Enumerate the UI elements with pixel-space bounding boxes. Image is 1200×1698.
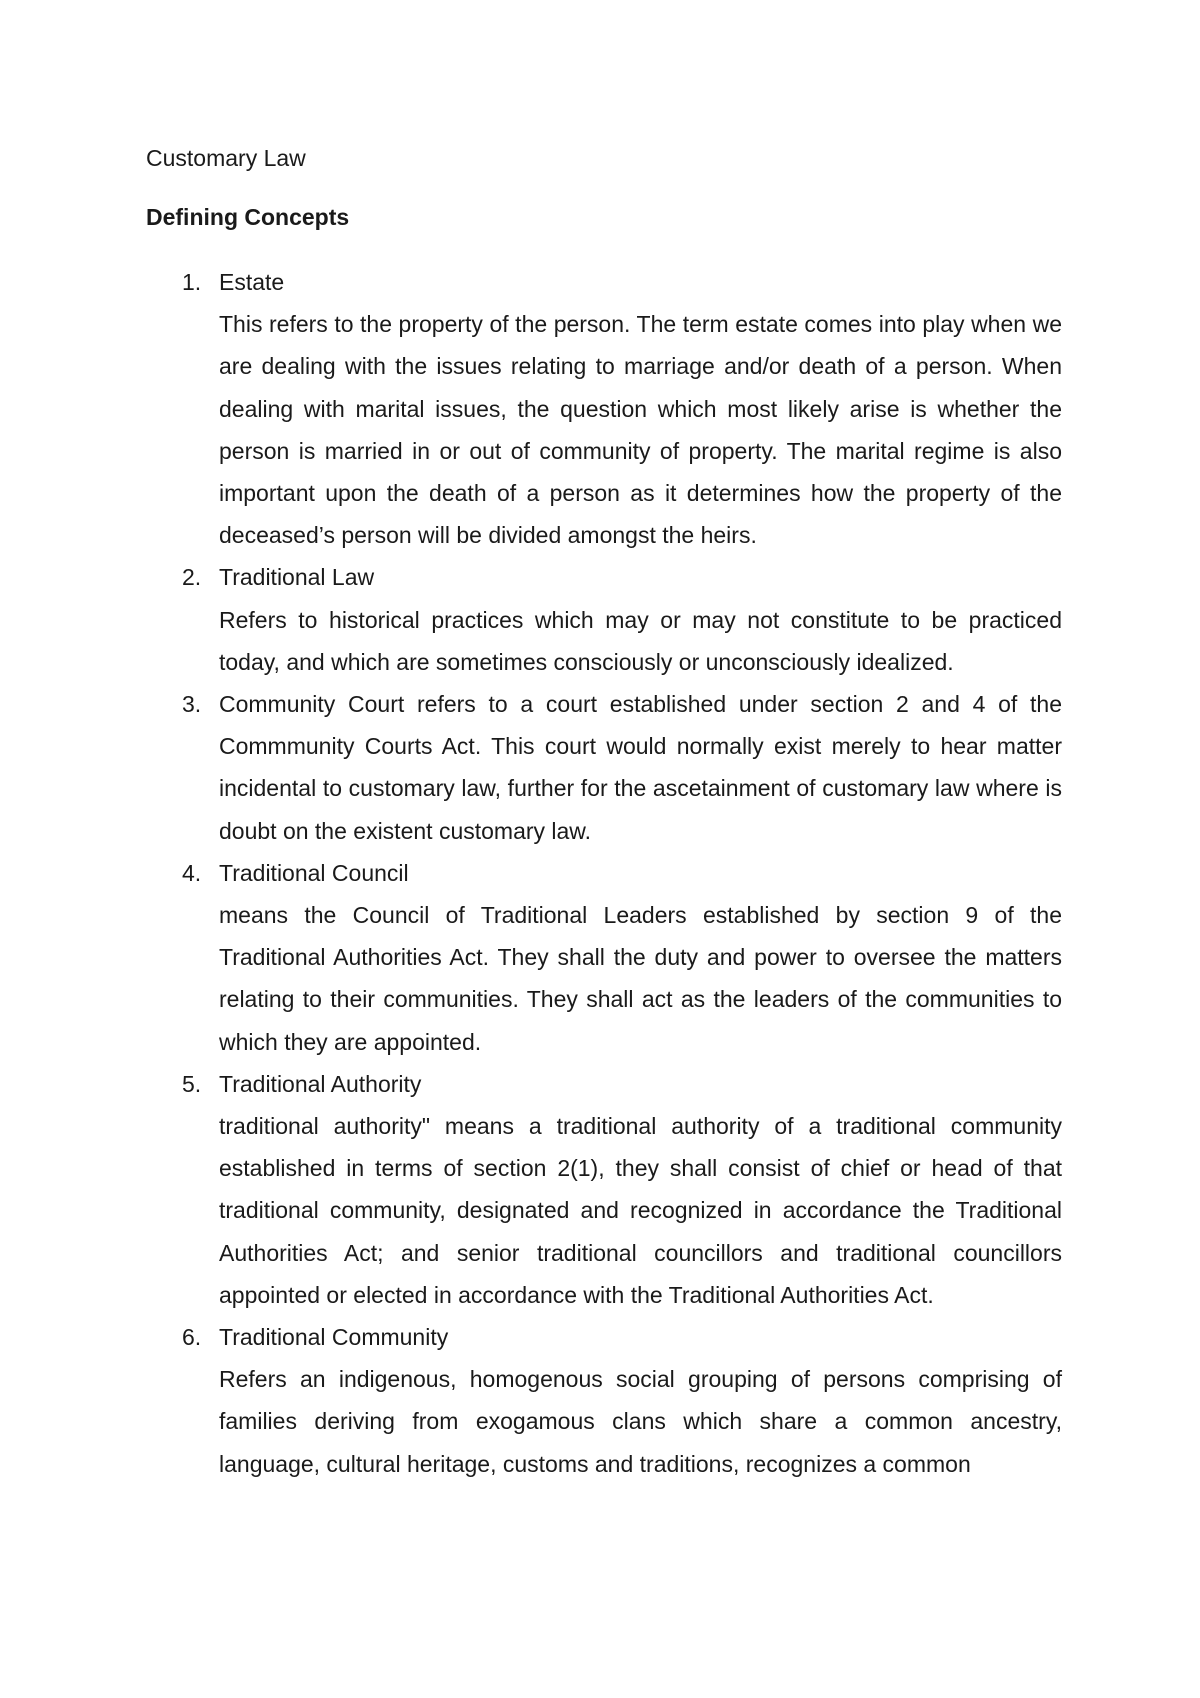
definition-text: Refers an indigenous, homogenous social grouping of persons comprising of families deriving from exogamous clans which share a common ancestry, language, cultural heritage, customs and traditions, recognizes a common [219, 1366, 1062, 1477]
definition-text: means the Council of Traditional Leaders established by section 9 of the Traditional Authorities Act. They shall the duty and power to oversee the matters relating to their communities. They shall act as the leaders of the communities to which they are appointed. [219, 902, 1062, 1055]
definition-item-traditional-community [146, 1316, 1062, 1485]
document-title: Customary Law [146, 145, 306, 171]
definition-term: Estate [219, 269, 285, 295]
list-number: 2. [182, 564, 202, 591]
definition-text: This refers to the property of the person. The term estate comes into play when we are dealing with the issues relating to marriage and/or death of a person. When dealing with marital issues, the question which most likely arise is whether the person is married in or out of community of property. The marital regime is also important upon the death of a person as it determines how the property of the deceased’s person will be divided amongst the heirs. [219, 311, 1062, 549]
definition-term: Traditional Authority [219, 1070, 422, 1097]
list-number: 6. [182, 1324, 202, 1351]
definition-item-community-court [146, 683, 1062, 852]
section-heading: Defining Concepts [146, 204, 350, 230]
definition-term: Traditional Community [219, 1324, 449, 1351]
definition-term: Traditional Law [219, 564, 375, 591]
list-number: 5. [182, 1070, 202, 1097]
definition-item-traditional-law [146, 556, 1062, 683]
list-number: 1. [182, 269, 202, 295]
definitions-list [146, 261, 1062, 1485]
definition-text: Refers to historical practices which may or may not constitute to be practiced today, and which are sometimes consciously or unconsciously idealized. [219, 606, 1062, 675]
definition-item-traditional-authority [146, 1063, 1062, 1316]
definition-item-traditional-council [146, 852, 1062, 1063]
definition-item-estate [146, 261, 1062, 556]
list-number: 3. [182, 691, 202, 718]
definition-term: Traditional Council [219, 859, 409, 886]
list-number: 4. [182, 859, 202, 886]
definition-text: Community Court refers to a court established under section 2 and 4 of the Commmunity Courts Act. This court would normally exist merely to hear matter incidental to customary law, further for the ascetainment of customary law where is doubt on the existent customary law. [219, 691, 1062, 844]
definition-text: traditional authority" means a traditional authority of a traditional community established in terms of section 2(1), they shall consist of chief or head of that traditional community, designated and recognized in accordance the Traditional Authorities Act; and senior traditional councillors and traditional councillors appointed or elected in accordance with the Traditional Authorities Act. [219, 1113, 1062, 1308]
